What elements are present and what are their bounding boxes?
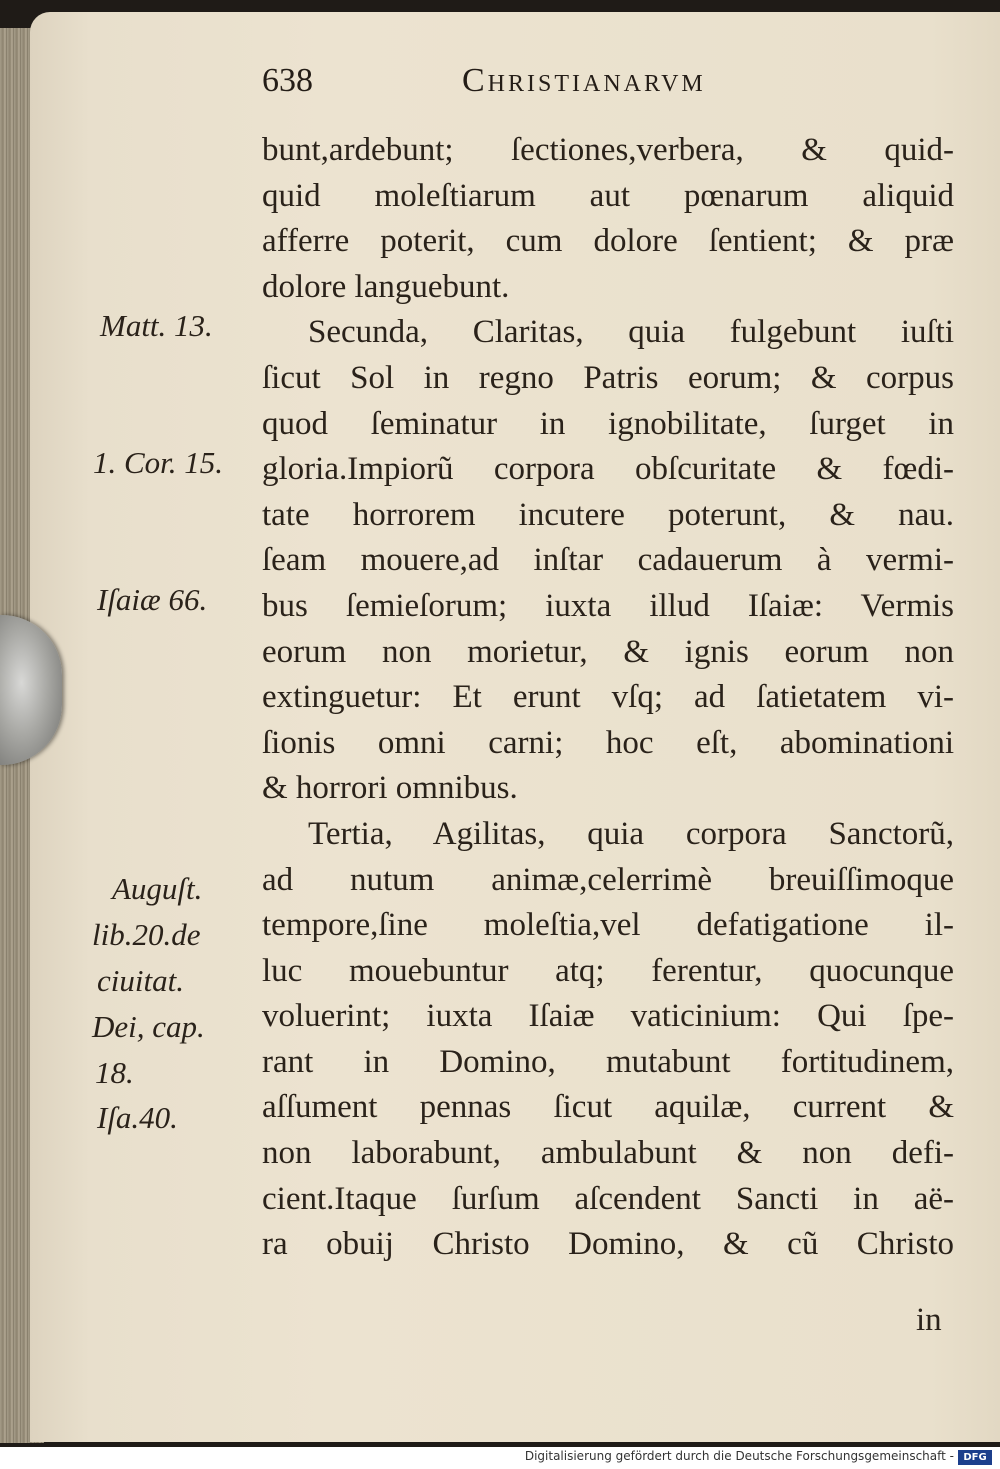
text-line: dolore languebunt. — [262, 268, 510, 305]
margin-note: ciuitat. — [97, 963, 184, 998]
text-line: ad nutum animæ,celerrimè breuiſſimoque — [262, 861, 954, 898]
text-line: cient.Itaque ſurſum aſcendent Sancti in aë- — [262, 1180, 954, 1217]
text-line: afferre poterit, cum dolore ſentient; & præ — [262, 223, 954, 260]
page-number: 638 — [262, 62, 313, 99]
margin-note: 1. Cor. 15. — [93, 445, 224, 480]
text-line: tate horrorem incutere poterunt, & nau. — [262, 496, 954, 533]
catchword: in — [916, 1302, 942, 1338]
margin-note: Iſaiæ 66. — [97, 582, 208, 617]
text-line: ra obuij Christo Domino, & cũ Christo — [262, 1226, 954, 1263]
page-header — [262, 62, 952, 112]
footer-bar — [0, 1447, 1000, 1469]
text-line: ſionis omni carni; hoc eſt, abominationi — [262, 724, 954, 761]
text-line: Secunda, Claritas, quia fulgebunt iuſti — [308, 314, 954, 351]
text-line: bunt,ardebunt; ſectiones,verbera, & quid- — [262, 132, 954, 168]
body-text — [262, 128, 954, 1268]
running-head: Christianarvm — [462, 62, 706, 99]
funding-credit: Digitalisierung gefördert durch die Deutsche Forschungsgemeinschaft - — [524, 1449, 954, 1463]
text-line: tempore,ſine moleſtia,vel defatigatione il- — [262, 907, 954, 944]
text-line: rant in Domino, mutabunt fortitudinem, — [262, 1043, 954, 1080]
dfg-logo: DFG — [958, 1450, 992, 1465]
text-line: & horrori omnibus. — [262, 770, 518, 807]
text-line: bus ſemieſorum; iuxta illud Iſaiæ: Vermis — [262, 587, 954, 624]
text-line: extinguetur: Et erunt vſq; ad ſatietatem vi- — [262, 679, 954, 716]
margin-note: Iſa.40. — [97, 1100, 178, 1135]
margin-note: Auguſt. — [112, 871, 203, 906]
text-line: luc mouebuntur atq; ferentur, quocunque — [262, 952, 954, 989]
margin-note: lib.20.de — [92, 917, 201, 952]
text-line: quid moleſtiarum aut pœnarum aliquid — [262, 177, 954, 214]
text-line: aſſument pennas ſicut aquilæ, current & — [262, 1089, 954, 1126]
text-line: voluerint; iuxta Iſaiæ vaticinium: Qui ſpe- — [262, 998, 954, 1035]
margin-note: Matt. 13. — [100, 308, 213, 343]
text-line: ſeam mouere,ad inſtar cadauerum à vermi- — [262, 542, 954, 579]
margin-note: Dei, cap. — [92, 1009, 205, 1044]
text-line: Tertia, Agilitas, quia corpora Sanctorũ, — [308, 815, 954, 852]
text-line: eorum non morietur, & ignis eorum non — [262, 633, 954, 670]
text-line: gloria.Impiorũ corpora obſcuritate & fœdi- — [262, 451, 954, 488]
text-line: quod ſeminatur in ignobilitate, ſurget in — [262, 405, 954, 442]
margin-note: 18. — [95, 1055, 134, 1090]
text-line: ſicut Sol in regno Patris eorum; & corpus — [262, 359, 954, 396]
text-line: non laborabunt, ambulabunt & non defi- — [262, 1135, 954, 1172]
